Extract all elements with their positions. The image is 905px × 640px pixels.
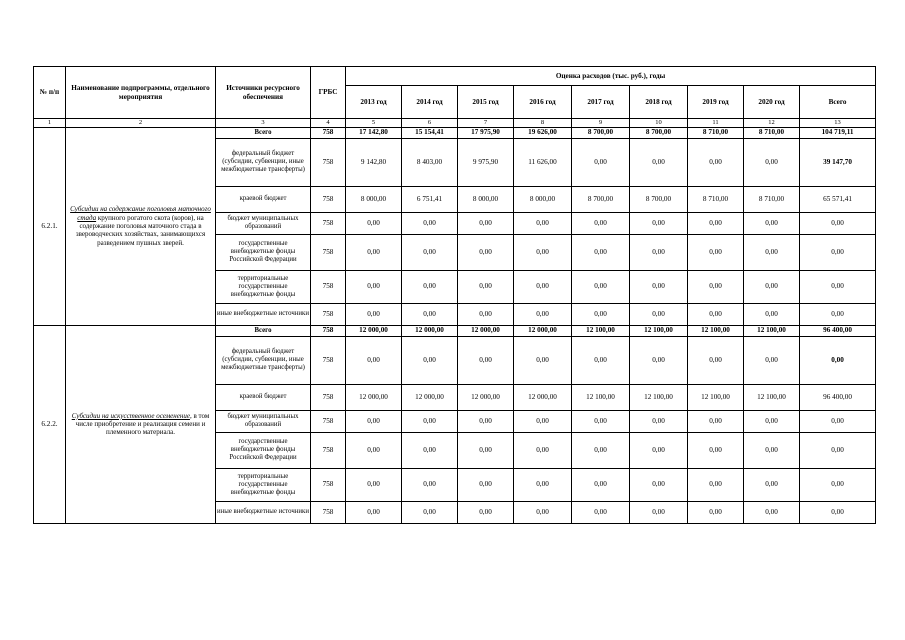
- year-value: 17 142,80: [346, 127, 402, 138]
- year-value: 0,00: [572, 138, 630, 186]
- year-value: 0,00: [744, 212, 800, 234]
- funding-source: федеральный бюджет (субсидии, субвенции, иные межбюджетные трансферты): [216, 138, 311, 186]
- column-number: 1: [34, 119, 66, 128]
- year-value: 0,00: [688, 501, 744, 523]
- year-value: 0,00: [402, 303, 458, 325]
- table-row: [34, 325, 876, 336]
- funding-source: бюджет муниципальных образований: [216, 212, 311, 234]
- header-year: 2019 год: [688, 86, 744, 119]
- year-value: 0,00: [402, 270, 458, 303]
- year-value: 9 975,90: [458, 138, 514, 186]
- grbs-code: 758: [311, 410, 346, 432]
- grbs-code: 758: [311, 501, 346, 523]
- column-number: 4: [311, 119, 346, 128]
- year-value: 0,00: [688, 234, 744, 270]
- year-value: 8 000,00: [458, 186, 514, 212]
- year-value: 0,00: [572, 432, 630, 468]
- year-value: 8 700,00: [630, 127, 688, 138]
- year-value: 0,00: [346, 234, 402, 270]
- year-value: 8 000,00: [514, 186, 572, 212]
- header-year: 2015 год: [458, 86, 514, 119]
- funding-source: территориальные государственные внебюджетные фонды: [216, 270, 311, 303]
- year-value: 0,00: [346, 468, 402, 501]
- year-value: 15 154,41: [402, 127, 458, 138]
- column-number: 5: [346, 119, 402, 128]
- column-number: 6: [402, 119, 458, 128]
- funding-source: бюджет муниципальных образований: [216, 410, 311, 432]
- year-value: 0,00: [402, 336, 458, 384]
- funding-source: государственные внебюджетные фонды Российской Федерации: [216, 234, 311, 270]
- year-value: 8 700,00: [630, 186, 688, 212]
- year-value: 0,00: [744, 336, 800, 384]
- total-value: 96 400,00: [800, 325, 876, 336]
- year-value: 9 142,80: [346, 138, 402, 186]
- grbs-code: 758: [311, 325, 346, 336]
- column-number: 9: [572, 119, 630, 128]
- year-value: 0,00: [630, 432, 688, 468]
- year-value: 8 710,00: [688, 127, 744, 138]
- total-value: 96 400,00: [800, 384, 876, 410]
- year-value: 0,00: [458, 410, 514, 432]
- year-value: 0,00: [514, 410, 572, 432]
- year-value: 0,00: [572, 410, 630, 432]
- year-value: 0,00: [346, 212, 402, 234]
- header-year: 2016 год: [514, 86, 572, 119]
- year-value: 0,00: [744, 270, 800, 303]
- grbs-code: 758: [311, 127, 346, 138]
- year-value: 0,00: [688, 410, 744, 432]
- year-value: 0,00: [346, 432, 402, 468]
- grbs-code: 758: [311, 336, 346, 384]
- year-value: 0,00: [630, 138, 688, 186]
- grbs-code: 758: [311, 212, 346, 234]
- year-value: 0,00: [346, 501, 402, 523]
- year-value: 0,00: [514, 501, 572, 523]
- year-value: 12 100,00: [744, 384, 800, 410]
- total-value: 0,00: [800, 468, 876, 501]
- item-description-emphasis: Субсидии на содержание поголовья маточного стада: [70, 205, 211, 222]
- grbs-code: 758: [311, 234, 346, 270]
- item-description: [66, 325, 216, 523]
- year-value: 0,00: [346, 336, 402, 384]
- funding-source: Всего: [216, 127, 311, 138]
- funding-source: федеральный бюджет (субсидии, субвенции, иные межбюджетные трансферты): [216, 336, 311, 384]
- year-value: 0,00: [402, 212, 458, 234]
- funding-source: иные внебюджетные источники: [216, 501, 311, 523]
- header-num: № п/п: [34, 67, 66, 119]
- budget-table: [33, 66, 876, 524]
- year-value: 0,00: [402, 410, 458, 432]
- year-value: 0,00: [572, 212, 630, 234]
- year-value: 0,00: [458, 234, 514, 270]
- year-value: 0,00: [572, 234, 630, 270]
- year-value: 0,00: [630, 270, 688, 303]
- funding-source: Всего: [216, 325, 311, 336]
- year-value: 0,00: [458, 432, 514, 468]
- year-value: 0,00: [458, 501, 514, 523]
- column-number: 3: [216, 119, 311, 128]
- year-value: 0,00: [630, 468, 688, 501]
- year-value: 0,00: [744, 410, 800, 432]
- year-value: 0,00: [572, 303, 630, 325]
- item-description-text: , в том числе приобретение и реализация семени и племенного материала.: [75, 411, 210, 437]
- item-description: [66, 127, 216, 325]
- column-number: 8: [514, 119, 572, 128]
- year-value: 0,00: [630, 410, 688, 432]
- total-value: 104 719,11: [800, 127, 876, 138]
- total-value: 0,00: [800, 336, 876, 384]
- year-value: 8 710,00: [744, 127, 800, 138]
- header-year: 2013 год: [346, 86, 402, 119]
- year-value: 0,00: [514, 234, 572, 270]
- column-number: 7: [458, 119, 514, 128]
- grbs-code: 758: [311, 384, 346, 410]
- year-value: 0,00: [688, 303, 744, 325]
- year-value: 12 000,00: [346, 384, 402, 410]
- header-year: 2014 год: [402, 86, 458, 119]
- item-description-emphasis: Субсидии на искусственное осеменение: [71, 411, 190, 420]
- year-value: 0,00: [514, 270, 572, 303]
- year-value: 0,00: [514, 212, 572, 234]
- year-value: 6 751,41: [402, 186, 458, 212]
- year-value: 0,00: [458, 468, 514, 501]
- item-description-text: крупного рогатого скота (коров), на содержание поголовья маточного стада в звероводческих хозяйствах, занимающихся разведением пушных зверей.: [75, 213, 206, 247]
- year-value: 0,00: [630, 501, 688, 523]
- column-number: 12: [744, 119, 800, 128]
- funding-source: краевой бюджет: [216, 186, 311, 212]
- grbs-code: 758: [311, 138, 346, 186]
- year-value: 0,00: [744, 468, 800, 501]
- grbs-code: 758: [311, 303, 346, 325]
- year-value: 0,00: [688, 468, 744, 501]
- year-value: 0,00: [402, 432, 458, 468]
- year-value: 12 100,00: [688, 384, 744, 410]
- year-value: 0,00: [744, 501, 800, 523]
- column-number: 10: [630, 119, 688, 128]
- funding-source: иные внебюджетные источники: [216, 303, 311, 325]
- year-value: 0,00: [688, 138, 744, 186]
- total-value: 0,00: [800, 501, 876, 523]
- total-value: 0,00: [800, 303, 876, 325]
- year-value: 0,00: [744, 138, 800, 186]
- year-value: 0,00: [514, 336, 572, 384]
- year-value: 0,00: [630, 336, 688, 384]
- year-value: 0,00: [402, 234, 458, 270]
- year-value: 0,00: [514, 432, 572, 468]
- year-value: 0,00: [458, 212, 514, 234]
- item-number: 6.2.2.: [34, 325, 66, 523]
- funding-source: государственные внебюджетные фонды Российской Федерации: [216, 432, 311, 468]
- year-value: 0,00: [630, 303, 688, 325]
- header-year: 2018 год: [630, 86, 688, 119]
- year-value: 0,00: [458, 303, 514, 325]
- year-value: 0,00: [572, 468, 630, 501]
- year-value: 11 626,00: [514, 138, 572, 186]
- column-number: 2: [66, 119, 216, 128]
- year-value: 8 710,00: [744, 186, 800, 212]
- year-value: 0,00: [744, 303, 800, 325]
- grbs-code: 758: [311, 186, 346, 212]
- item-number: 6.2.1.: [34, 127, 66, 325]
- year-value: 0,00: [402, 468, 458, 501]
- header-year: 2017 год: [572, 86, 630, 119]
- year-value: 12 100,00: [630, 384, 688, 410]
- grbs-code: 758: [311, 270, 346, 303]
- funding-source: территориальные государственные внебюджетные фонды: [216, 468, 311, 501]
- year-value: 0,00: [688, 432, 744, 468]
- total-value: 0,00: [800, 410, 876, 432]
- total-value: 0,00: [800, 432, 876, 468]
- column-number: 11: [688, 119, 744, 128]
- year-value: 0,00: [572, 270, 630, 303]
- year-value: 12 000,00: [458, 325, 514, 336]
- total-value: 0,00: [800, 234, 876, 270]
- year-value: 12 000,00: [514, 325, 572, 336]
- year-value: 12 100,00: [572, 384, 630, 410]
- year-value: 12 100,00: [688, 325, 744, 336]
- total-value: 39 147,70: [800, 138, 876, 186]
- header-estimate: Оценка расходов (тыс. руб.), годы: [346, 67, 876, 86]
- header-year: 2020 год: [744, 86, 800, 119]
- year-value: 0,00: [630, 234, 688, 270]
- year-value: 8 710,00: [688, 186, 744, 212]
- grbs-code: 758: [311, 468, 346, 501]
- year-value: 0,00: [688, 336, 744, 384]
- table-header: [34, 67, 876, 128]
- year-value: 0,00: [572, 336, 630, 384]
- column-number: 13: [800, 119, 876, 128]
- year-value: 19 626,00: [514, 127, 572, 138]
- year-value: 0,00: [688, 212, 744, 234]
- year-value: 0,00: [402, 501, 458, 523]
- total-value: 65 571,41: [800, 186, 876, 212]
- year-value: 0,00: [688, 270, 744, 303]
- year-value: 12 100,00: [572, 325, 630, 336]
- year-value: 0,00: [346, 303, 402, 325]
- year-value: 8 700,00: [572, 127, 630, 138]
- year-value: 0,00: [514, 468, 572, 501]
- year-value: 12 100,00: [744, 325, 800, 336]
- header-name: Наименование подпрограммы, отдельного мероприятия: [66, 67, 216, 119]
- funding-source: краевой бюджет: [216, 384, 311, 410]
- table-row: [34, 127, 876, 138]
- header-grbs: ГРБС: [311, 67, 346, 119]
- year-value: 12 000,00: [514, 384, 572, 410]
- year-value: 0,00: [630, 212, 688, 234]
- year-value: 12 000,00: [458, 384, 514, 410]
- year-value: 0,00: [346, 270, 402, 303]
- year-value: 8 000,00: [346, 186, 402, 212]
- year-value: 12 000,00: [346, 325, 402, 336]
- year-value: 12 100,00: [630, 325, 688, 336]
- year-value: 0,00: [744, 432, 800, 468]
- year-value: 0,00: [346, 410, 402, 432]
- year-value: 0,00: [458, 336, 514, 384]
- year-value: 0,00: [514, 303, 572, 325]
- year-value: 0,00: [458, 270, 514, 303]
- year-value: 17 975,90: [458, 127, 514, 138]
- year-value: 12 000,00: [402, 384, 458, 410]
- year-value: 8 403,00: [402, 138, 458, 186]
- year-value: 12 000,00: [402, 325, 458, 336]
- year-value: 8 700,00: [572, 186, 630, 212]
- year-value: 0,00: [572, 501, 630, 523]
- total-value: 0,00: [800, 212, 876, 234]
- header-source: Источники ресурсного обеспечения: [216, 67, 311, 119]
- year-value: 0,00: [744, 234, 800, 270]
- grbs-code: 758: [311, 432, 346, 468]
- header-year: Всего: [800, 86, 876, 119]
- total-value: 0,00: [800, 270, 876, 303]
